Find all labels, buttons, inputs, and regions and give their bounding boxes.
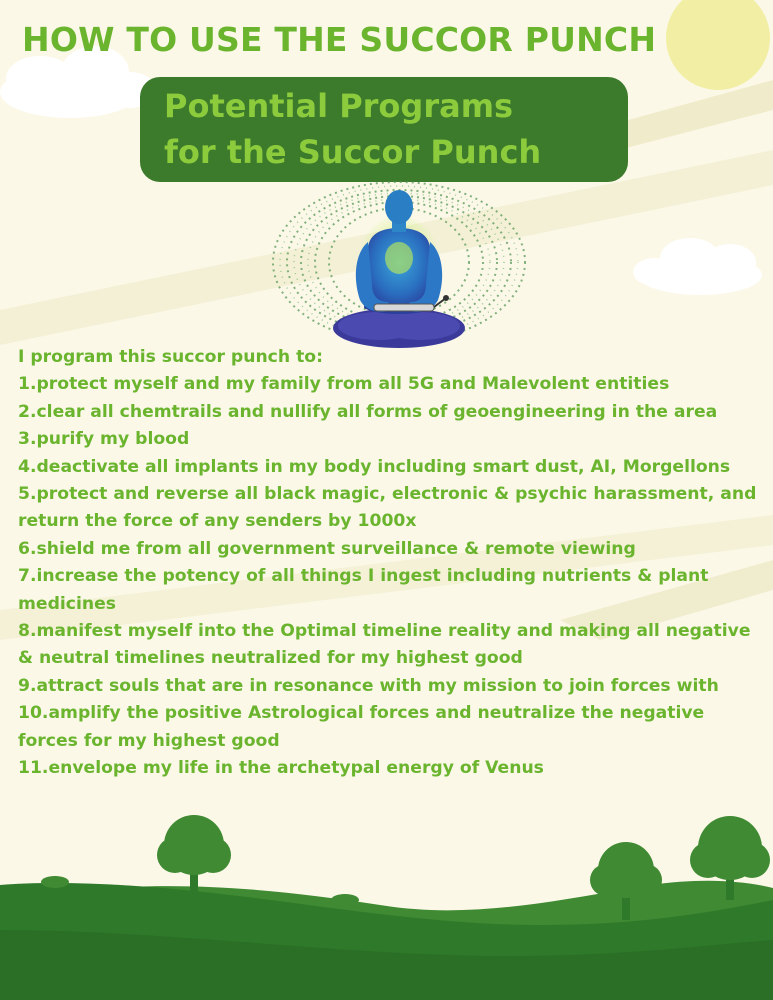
meditating-figure-icon bbox=[270, 180, 528, 350]
list-item: 10.amplify the positive Astrological forces and neutralize the negative forces for my highest good bbox=[18, 703, 705, 751]
cloud-icon bbox=[633, 238, 762, 295]
list-item: 4.deactivate all implants in my body including smart dust, AI, Morgellons bbox=[18, 456, 731, 477]
subtitle-line-1: Potential Programs bbox=[164, 87, 514, 125]
program-intro: I program this succor punch to: bbox=[18, 347, 323, 367]
list-item: 9.attract souls that are in resonance with my mission to join forces with bbox=[18, 675, 719, 696]
list-item: 7.increase the potency of all things I ingest including nutrients & plant medicines bbox=[18, 566, 709, 614]
list-item: 8.manifest myself into the Optimal timeline reality and making all negative & neutral timelines neutralized for my highest good bbox=[18, 621, 751, 669]
list-item: 11.envelope my life in the archetypal energy of Venus bbox=[18, 758, 544, 779]
bush bbox=[331, 894, 359, 906]
bush bbox=[41, 876, 69, 888]
page-title: HOW TO USE THE SUCCOR PUNCH bbox=[22, 20, 657, 59]
tree-icon bbox=[157, 815, 231, 895]
list-item: 2.clear all chemtrails and nullify all forms of geoengineering in the area bbox=[18, 401, 718, 422]
subtitle-banner bbox=[140, 77, 628, 182]
list-item: 6.shield me from all government surveillance & remote viewing bbox=[18, 538, 636, 559]
program-list bbox=[18, 344, 768, 783]
list-item: 5.protect and reverse all black magic, electronic & psychic harassment, and return the force of any senders by 1000x bbox=[18, 484, 757, 532]
subtitle-line-2: for the Succor Punch bbox=[164, 133, 542, 171]
sun-icon bbox=[666, 0, 770, 90]
list-item: 1.protect myself and my family from all 5G and Malevolent entities bbox=[18, 374, 670, 395]
list-item: 3.purify my blood bbox=[18, 429, 190, 450]
